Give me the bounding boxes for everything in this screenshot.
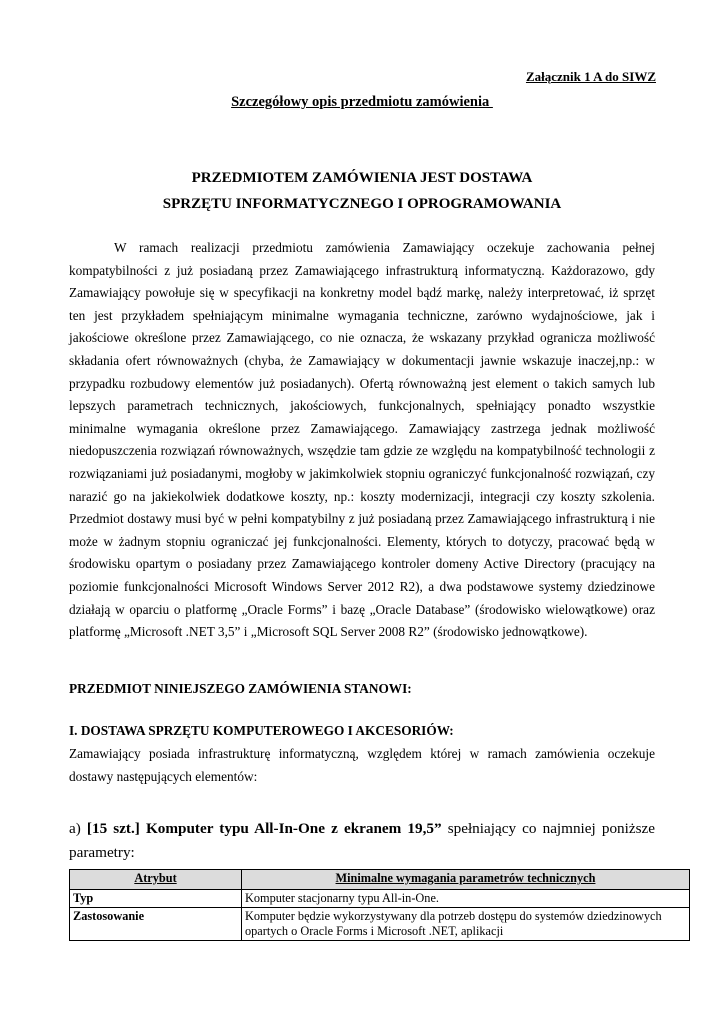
document-subtitle: Szczegółowy opis przedmiotu zamówienia	[231, 94, 493, 110]
main-title-line-2: SPRZĘTU INFORMATYCZNEGO I OPROGRAMOWANIA	[162, 196, 562, 212]
table-row	[70, 890, 690, 908]
table-cell-attribute: Typ	[70, 890, 242, 908]
main-title-line-1: PRZEDMIOTEM ZAMÓWIENIA JEST DOSTAWA	[191, 170, 533, 186]
spec-table-header-attribute: Atrybut	[70, 870, 242, 890]
attachment-label: Załącznik 1 A do SIWZ	[525, 69, 656, 84]
table-cell-attribute: Zastosowanie	[70, 908, 242, 941]
table-cell-value: Komputer stacjonarny typu All-in-One.	[242, 890, 690, 908]
table-cell-value: Komputer będzie wykorzystywany dla potrzeb dostępu do systemów dziedzinowych opartych o Oracle Forms i Microsoft .NET, aplikacji	[242, 908, 690, 941]
item-a-heading	[69, 817, 655, 865]
intro-paragraph: W ramach realizacji przedmiotu zamówienia Zamawiający oczekuje zachowania pełnej kompatybilności z już posiadaną przez Zamawiającego infrastrukturą informatyczną. Każdorazowo, gdy Zamawiający powołuje się w specyfikacji na konkretny model bądź markę, należy interpretować, iż sprzęt ten jest przykładem spełniającym minimalne wymagania techniczne, zarówno wydajnościowe, jak i jakościowe określone przez Zamawiającego, co nie oznacza, że wskazany przykład ogranicza możliwość składania ofert równoważnych (chyba, że Zamawiający w dokumentacji jawnie wskazuje inaczej,np.: w przypadku rozbudowy elementów już posiadanych). Ofertą równoważną jest element o takich samych lub lepszych parametrach technicznych, jakościowych, funkcjonalnych, spełniający ponadto wszystkie minimalne wymagania określone przez Zamawiającego. Zamawiający zastrzega jednak możliwość niedopuszczenia rozwiązań równoważnych, wszędzie tam gdzie ze względu na kompatybilność technologii z rozwiązaniami już posiadanymi, mogłoby w jakimkolwiek stopniu ograniczyć funkcjonalność rozwiązań, czy narazić go na jakiekolwiek dodatkowe koszty, np.: koszty modernizacji, integracji czy koszty szkolenia. Przedmiot dostawy musi być w pełni kompatybilny z już posiadaną przez Zamawiającego infrastrukturą i nie może w żadnym stopniu ograniczać jej funkcjonalności. Elementy, których to dotyczy, pracować będą w środowisku opartym o posiadany przez Zamawiającego kontroler domeny Active Directory (pracujący na poziomie funkcjonalności Microsoft Windows Server 2012 R2), a dwa podstawowe systemy dziedzinowe działają w oparciu o platformę „Oracle Forms” i bazę „Oracle Database” (środowisko wielowątkowe) oraz platformę „Microsoft .NET 3,5” i „Microsoft SQL Server 2008 R2” (środowisko jednowątkowe).	[69, 240, 655, 640]
main-title	[0, 165, 724, 217]
spec-table-header-requirements: Minimalne wymagania parametrów technicznych	[242, 870, 690, 890]
scope-heading: PRZEDMIOT NINIEJSZEGO ZAMÓWIENIA STANOWI:	[69, 681, 412, 696]
section-1-paragraph: Zamawiający posiada infrastrukturę informatyczną, względem której w ramach zamówienia oczekuje dostawy następujących elementów:	[69, 746, 655, 784]
item-a-rest: spełniający co najmniej poniższe parametry:	[69, 820, 655, 861]
spec-table	[69, 869, 690, 941]
spec-table-header-row	[70, 870, 690, 890]
item-a-title: [15 szt.] Komputer typu All-In-One z ekranem 19,5”	[86, 820, 442, 837]
item-a-prefix: a)	[69, 820, 87, 837]
table-row	[70, 908, 690, 941]
section-1-heading: I. DOSTAWA SPRZĘTU KOMPUTEROWEGO I AKCESORIÓW:	[69, 723, 454, 738]
